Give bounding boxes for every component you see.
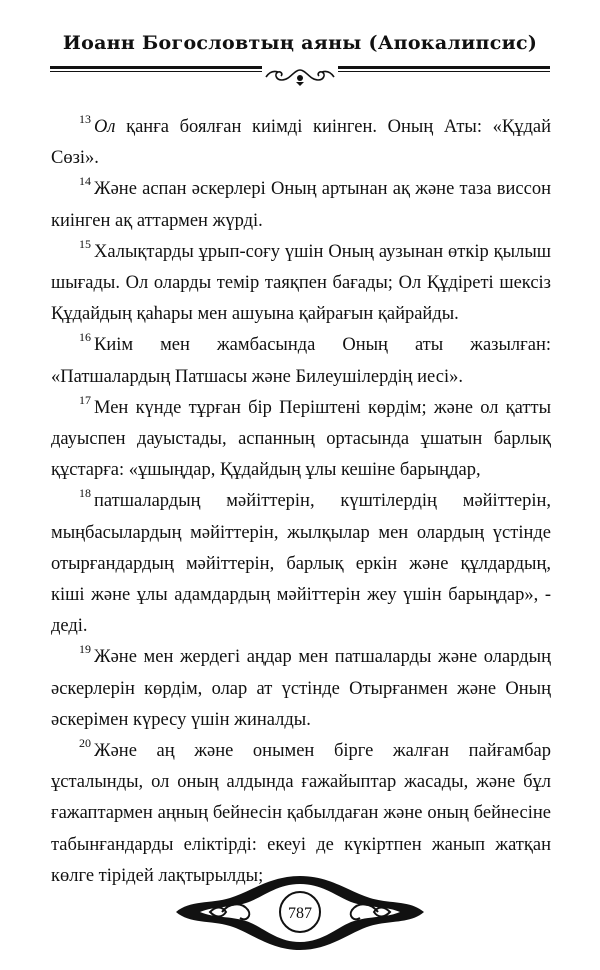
verse-19 xyxy=(51,642,551,736)
verse-text: қанға боялған киімді киінген. Оның Аты: «Құдай Сөзі». xyxy=(51,117,551,169)
verse-text: Мен күнде тұрған бір Періштені көрдім; және ол қатты дауыспен дауыстады, аспанның ортасында ұшатын барлық құстарға: «ұшыңдар, Құдайдың ұлы кешіне барыңдар, xyxy=(51,397,551,481)
verse-number: 15 xyxy=(79,236,91,251)
verse-15 xyxy=(51,237,551,331)
header-ornament-icon xyxy=(262,66,338,88)
verse-body xyxy=(51,112,551,892)
page-number: 787 xyxy=(288,905,312,922)
verse-text: Және аспан әскерлері Оның артынан ақ және таза виссон киінген ақ аттармен жүрді. xyxy=(51,179,551,231)
verse-number: 13 xyxy=(79,111,91,126)
verse-number: 20 xyxy=(79,735,91,750)
running-title: Иоанн Богословтың аяны (Апокалипсис) xyxy=(62,32,538,54)
verse-13 xyxy=(51,112,551,174)
verse-number: 19 xyxy=(79,642,91,657)
verse-17 xyxy=(51,393,551,487)
verse-number: 18 xyxy=(79,486,91,501)
verse-number: 16 xyxy=(79,330,91,345)
verse-number: 14 xyxy=(79,174,91,189)
verse-text: Халықтарды ұрып-соғу үшін Оның аузынан өткір қылыш шығады. Ол оларды темір таяқпен бағады; Ол Құдіреті шексіз Құдайдың қаһары мен ашуына қайрағын қайрайды. xyxy=(51,241,551,325)
verse-text: Және аң және онымен бірге жалған пайғамбар ұсталынды, ол оның алдында ғажайыптар жасады, және бұл ғажаптармен аңның бейнесін қабылдаған және оның бейнесіне табынғандарды еліктірді: екеуі де күкіртпен жанып жатқан көлге тірідей лақтырылды; xyxy=(51,741,551,886)
verse-18 xyxy=(51,486,551,642)
verse-16 xyxy=(51,330,551,392)
verse-text: патшалардың мәйіттерін, күштілердің мәйіттерін, мыңбасылардың мәйіттерін, жылқылар мен олардың үстінде отырғандардың мәйіттерін, барлық еркін және құлдардың, кіші және ұлы адамдардың мәйіттерін жеу үшін барыңдар», - деді. xyxy=(51,491,551,637)
verse-14 xyxy=(51,174,551,236)
verse-20 xyxy=(51,736,551,892)
verse-text: Және мен жердегі аңдар мен патшаларды және олардың әскерлерін көрдім, олар ат үстінде Отырғанмен және Оның әскерімен күресу үшін жиналды. xyxy=(51,647,551,730)
page-footer xyxy=(170,872,430,954)
verse-text: Киім мен жамбасында Оның аты жазылған: «Патшалардың Патшасы және Билеушілердің иесі». xyxy=(51,335,551,387)
verse-italic-word: Ол xyxy=(94,117,116,137)
verse-number: 17 xyxy=(79,392,91,407)
